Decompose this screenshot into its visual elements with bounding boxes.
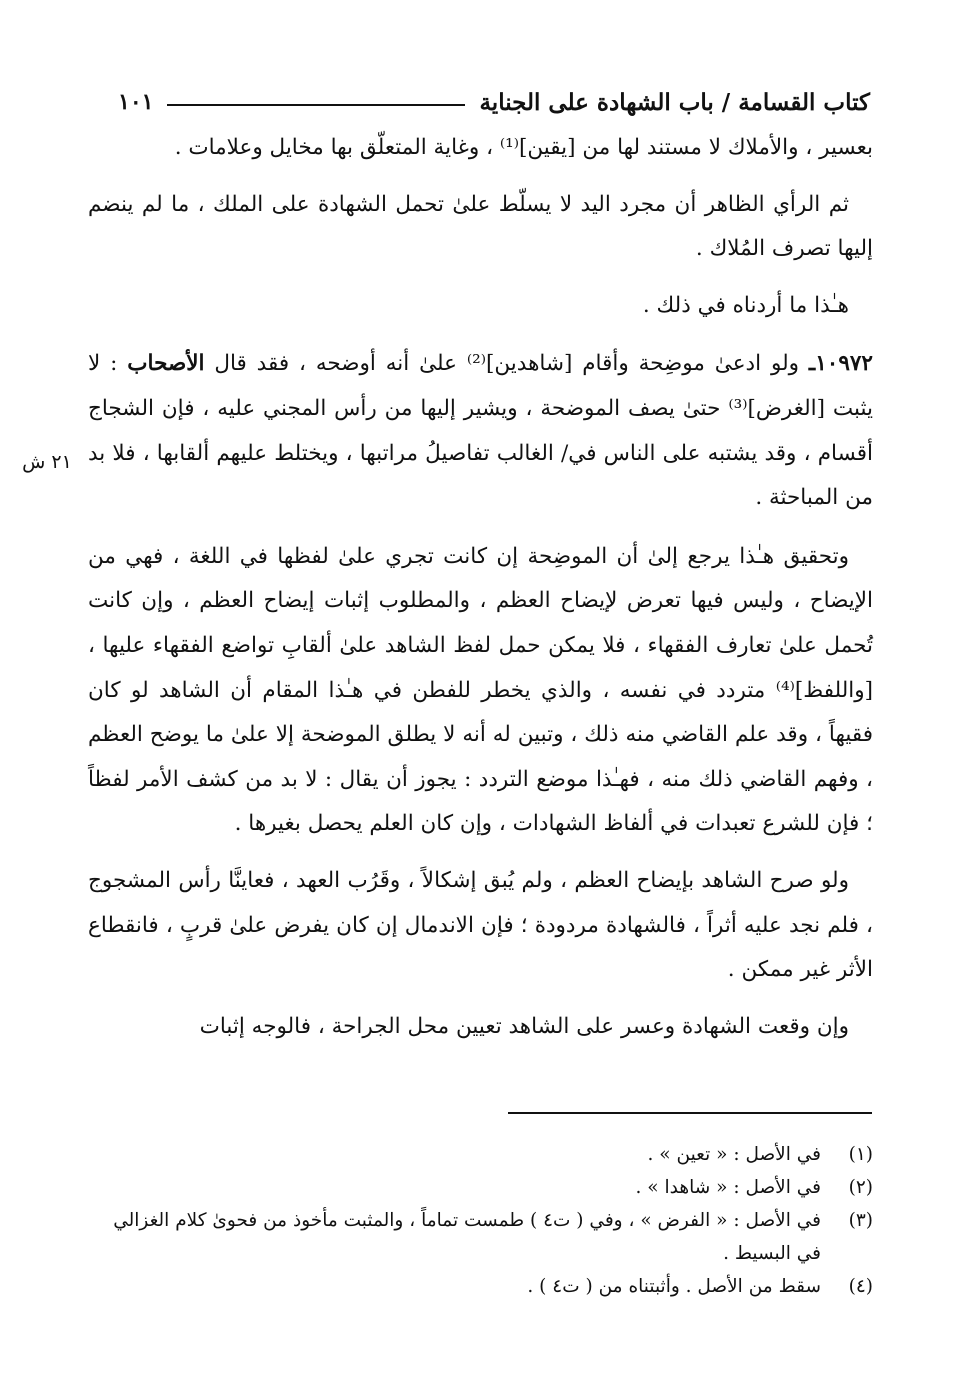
paragraph: ولو صرح الشاهد بإيضاح العظم ، ولم يُبق إشكالاً ، وقَرُب العهد ، فعاينَّا رأس المشجوج ، فلم نجد عليه أثراً ، فالشهادة مردودة ؛ فإن الاندمال إن كان يفرض علىٰ قربٍ ، فانقطاع الأثر غير ممكن . <box>88 867 873 983</box>
footnote-number: (٣) <box>848 1210 873 1231</box>
footnotes <box>88 1138 873 1303</box>
paragraph: وإن وقعت الشهادة وعسر على الشاهد تعيين محل الجراحة ، فالوجه إثبات <box>199 1013 849 1039</box>
header-rule <box>167 104 465 106</box>
running-header <box>118 82 870 122</box>
footnote <box>88 1270 873 1303</box>
paragraph-text-bold: الأصحاب <box>127 351 205 377</box>
margin-note: ٢١ ش <box>22 451 72 473</box>
footnote <box>88 1138 873 1171</box>
footnote-text: في الأصل : « شاهدا » . <box>635 1177 821 1198</box>
footnote-number: (٤) <box>848 1276 873 1297</box>
footnote-text: سقط من الأصل . وأثبتناه من ( ت٤ ) . <box>527 1276 821 1297</box>
paragraph-text: ولو ادعىٰ موضِحة وأقام [شاهدين]⁽²⁾ علىٰ أنه أوضحه ، فقد قال <box>204 351 809 377</box>
paragraph-number: ١٠٩٧٢ـ <box>808 351 873 377</box>
paragraph-text: : لا يثبت [الغرض]⁽³⁾ حتىٰ يصف الموضحة ، ويشير إليها من رأس المجني عليه ، فإن الشجاج أقسام ، وقد يشتبه على الناس في/ الغالب تفاصيلُ مراتبها ، ويختلط عليهم ألقابها ، فلا بد من المباحثة . <box>88 351 873 511</box>
main-text <box>88 126 873 1049</box>
footnote-text: في الأصل : « الفرض » ، وفي ( ت٤ ) طمست تماماً ، والمثبت مأخوذ من فحوىٰ كلام الغزالي في البسيط . <box>113 1210 821 1264</box>
footnote <box>88 1204 873 1270</box>
footnote <box>88 1171 873 1204</box>
footnote-number: (١) <box>848 1144 873 1165</box>
paragraph: ثم الرأي الظاهر أن مجرد اليد لا يسلّط علىٰ تحمل الشهادة على الملك ، ما لم ينضم إليها تصرف المُلاك . <box>88 191 873 262</box>
page-number: ١٠١ <box>118 89 154 115</box>
paragraph: هـٰذا ما أردناه في ذلك . <box>642 292 849 318</box>
footnote-text: في الأصل : « تعين » . <box>647 1144 821 1165</box>
paragraph: بعسير ، والأملاك لا مستند لها من [يقين]⁽¹⁾ ، وغاية المتعلّق بها مخايل وعلامات . <box>174 135 873 160</box>
header-title: كتاب القسامة / باب الشهادة على الجناية <box>479 88 870 116</box>
footnote-separator <box>508 1112 872 1114</box>
paragraph-numbered <box>88 342 873 520</box>
footnote-number: (٢) <box>848 1177 873 1198</box>
paragraph: وتحقيق هـٰذا يرجع إلىٰ أن الموضِحة إن كانت تجري علىٰ لفظها في اللغة ، فهي من الإيضاح ، وليس فيها تعرض لإيضاح العظم ، والمطلوب إثبات إيضاح العظم ، وإن كانت تُحمل علىٰ تعارف الفقهاء ، فلا يمكن حمل لفظ الشاهد علىٰ ألقابِ تواضع الفقهاء عليها ، [واللفظ]⁽⁴⁾ متردد في نفسه ، والذي يخطر للفطن في هـٰذا المقام أن الشاهد لو كان فقيهاً ، وقد علم القاضي منه ذلك ، وتبين له أنه لا يطلق الموضحة إلا علىٰ ما يوضح العظم ، وفهم القاضي ذلك منه ، فهـٰذا موضع التردد : يجوز أن يقال : لا بد من كشف الأمر لفظاً ؛ فإن للشرع تعبدات في ألفاظ الشهادات ، وإن كان العلم يحصل بغيرها . <box>88 543 873 837</box>
